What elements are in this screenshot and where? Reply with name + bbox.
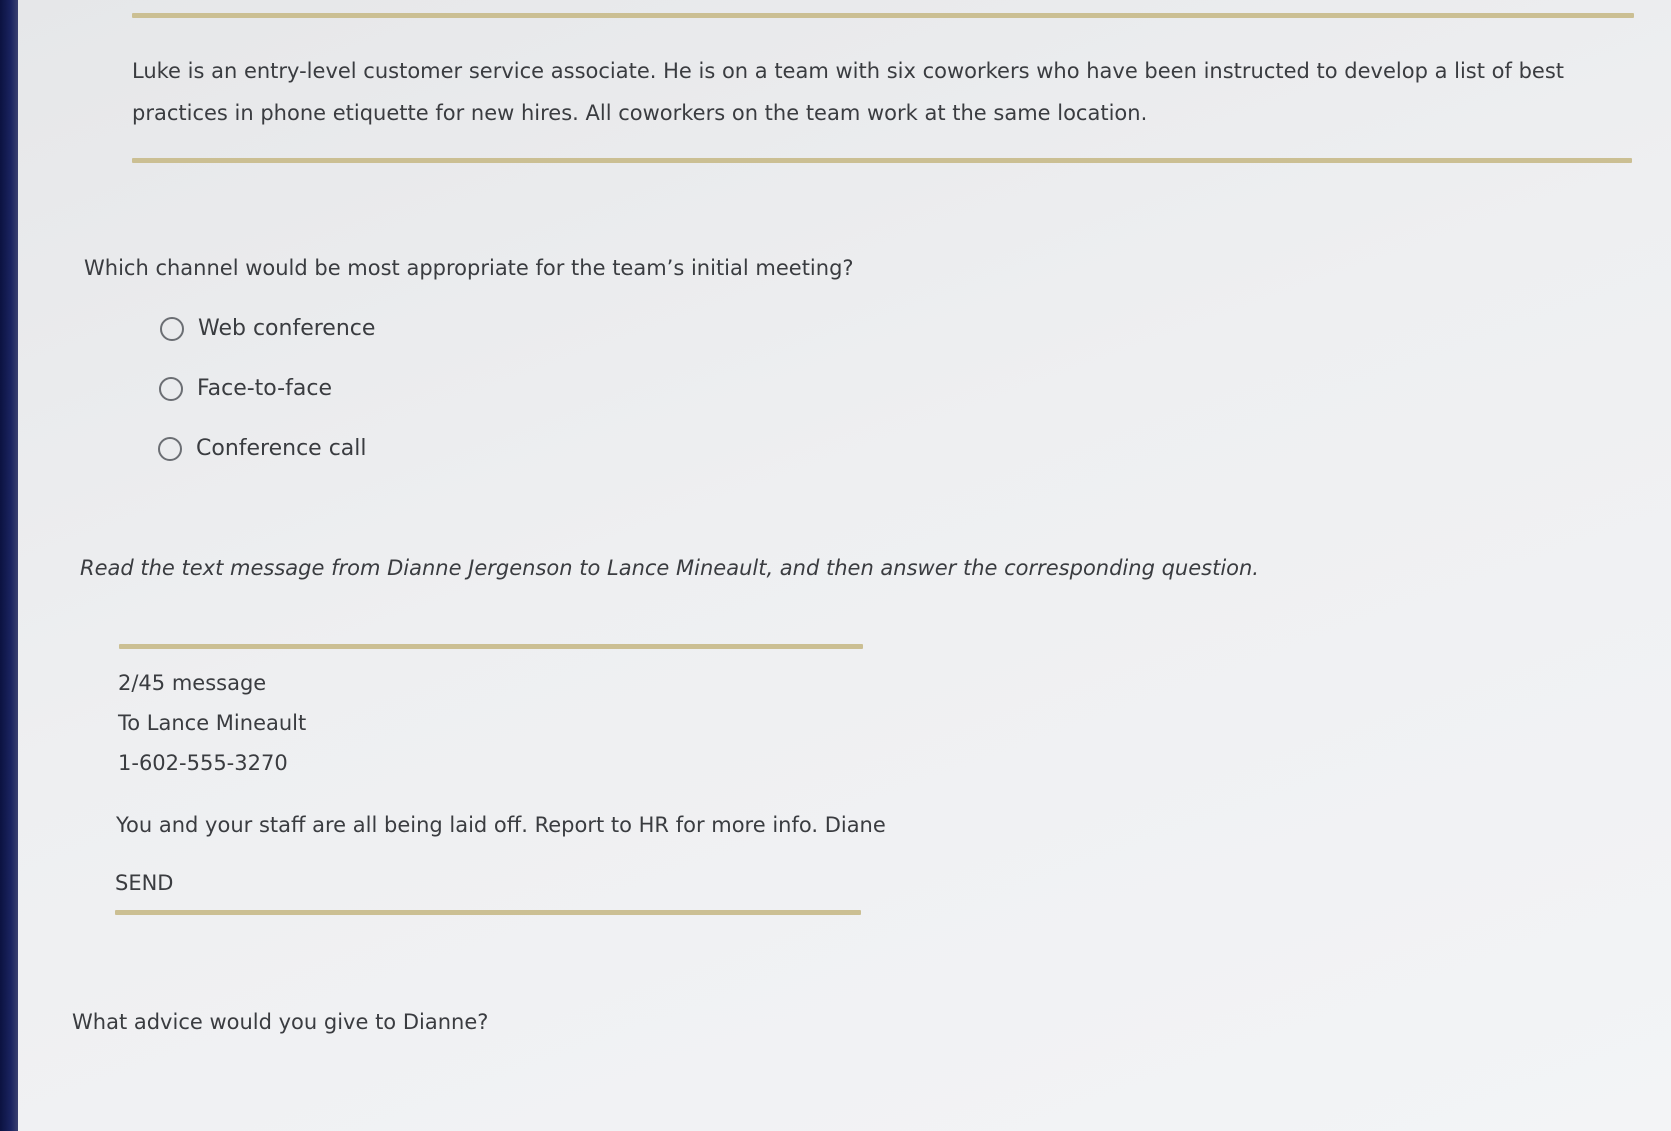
scenario-text: Luke is an entry-level customer service associate. He is on a team with six coworkers who have been instructed to develop a list of best practices in phone etiquette for new hires. All coworkers on the team work at the same location. xyxy=(132,59,1564,125)
message-instruction: Read the text message from Dianne Jergenson to Lance Mineault, and then answer the corresponding question. xyxy=(80,556,1259,580)
option-face-to-face[interactable] xyxy=(159,376,332,401)
scenario-bottom-divider xyxy=(132,158,1632,163)
message-phone: 1-602-555-3270 xyxy=(118,751,288,775)
send-label: SEND xyxy=(115,871,174,895)
radio-button-web-conference[interactable] xyxy=(160,317,184,341)
option-web-conference[interactable] xyxy=(160,316,375,341)
option-label-web-conference: Web conference xyxy=(198,316,376,341)
page-content xyxy=(18,0,1671,1131)
left-bezel xyxy=(0,0,18,1131)
radio-button-conference-call[interactable] xyxy=(158,437,182,461)
question1-prompt: Which channel would be most appropriate for the team’s initial meeting? xyxy=(84,256,854,280)
message-body: You and your staff are all being laid off. Report to HR for more info. Diane xyxy=(116,813,886,837)
message-count: 2/45 message xyxy=(118,671,267,695)
question2-prompt: What advice would you give to Dianne? xyxy=(72,1010,489,1034)
radio-button-face-to-face[interactable] xyxy=(159,377,183,401)
scenario-top-divider xyxy=(132,13,1634,18)
message-top-divider xyxy=(119,644,863,649)
message-recipient: To Lance Mineault xyxy=(118,711,307,735)
option-label-face-to-face: Face-to-face xyxy=(197,376,332,401)
message-bottom-divider xyxy=(115,910,861,915)
option-conference-call[interactable] xyxy=(158,436,367,461)
option-label-conference-call: Conference call xyxy=(196,436,367,461)
